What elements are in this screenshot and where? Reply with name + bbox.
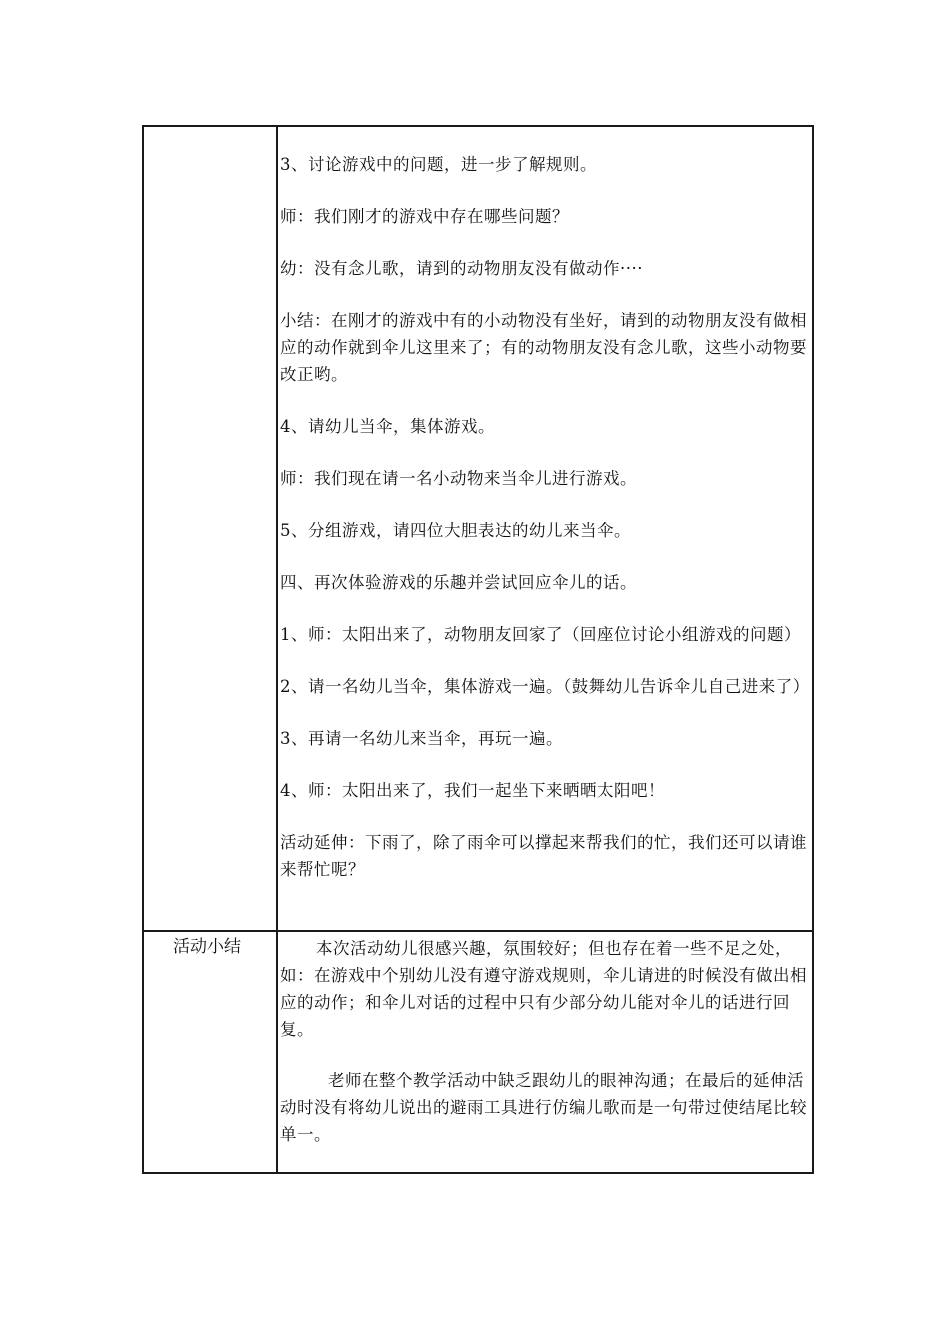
paragraph: 老师在整个教学活动中缺乏跟幼儿的眼神沟通；在最后的延伸活动时没有将幼儿说出的避雨工具进行仿编儿歌而是一句带过使结尾比较单一。: [280, 1071, 807, 1144]
paragraph: 活动延伸：下雨了，除了雨伞可以撑起来帮我们的忙，我们还可以请谁来帮忙呢？: [280, 833, 807, 879]
table-row: [143, 931, 813, 1173]
paragraph: 师：我们刚才的游戏中存在哪些问题？: [280, 207, 569, 226]
paragraph: 2、请一名幼儿当伞，集体游戏一遍。（鼓舞幼儿告诉伞儿自己进来了）: [280, 677, 810, 696]
paragraph: 5、分组游戏，请四位大胆表达的幼儿来当伞。: [280, 521, 631, 540]
table-row: [143, 126, 813, 931]
paragraph: 3、再请一名幼儿来当伞，再玩一遍。: [280, 729, 563, 748]
activity-process-cell: [277, 126, 813, 931]
paragraph: 小结：在刚才的游戏中有的小动物没有坐好，请到的动物朋友没有做相应的动作就到伞儿这里来了；有的动物朋友没有念儿歌，这些小动物要改正哟。: [280, 311, 807, 384]
summary-label: 活动小结: [173, 937, 241, 957]
paragraph: 4、师：太阳出来了，我们一起坐下来晒晒太阳吧！: [280, 781, 665, 800]
lesson-plan-table: [142, 125, 814, 1174]
paragraph: 1、师：太阳出来了，动物朋友回家了（回座位讨论小组游戏的问题）: [280, 625, 801, 644]
paragraph: 本次活动幼儿很感兴趣，氛围较好；但也存在着一些不足之处，如：在游戏中个别幼儿没有遵守游戏规则，伞儿请进的时候没有做出相应的动作；和伞儿对话的过程中只有少部分幼儿能对伞儿的话进行回复。: [280, 939, 807, 1039]
paragraph: 四、再次体验游戏的乐趣并尝试回应伞儿的话。: [280, 573, 637, 592]
row-label-cell: [143, 126, 277, 931]
paragraph: 幼：没有念儿歌，请到的动物朋友没有做动作····: [280, 259, 643, 278]
paragraph: 3、讨论游戏中的问题，进一步了解规则。: [280, 155, 597, 174]
summary-label-cell: [143, 931, 277, 1173]
summary-content-cell: [277, 931, 813, 1173]
paragraph: 师：我们现在请一名小动物来当伞儿进行游戏。: [280, 469, 637, 488]
paragraph: 4、请幼儿当伞，集体游戏。: [280, 417, 495, 436]
